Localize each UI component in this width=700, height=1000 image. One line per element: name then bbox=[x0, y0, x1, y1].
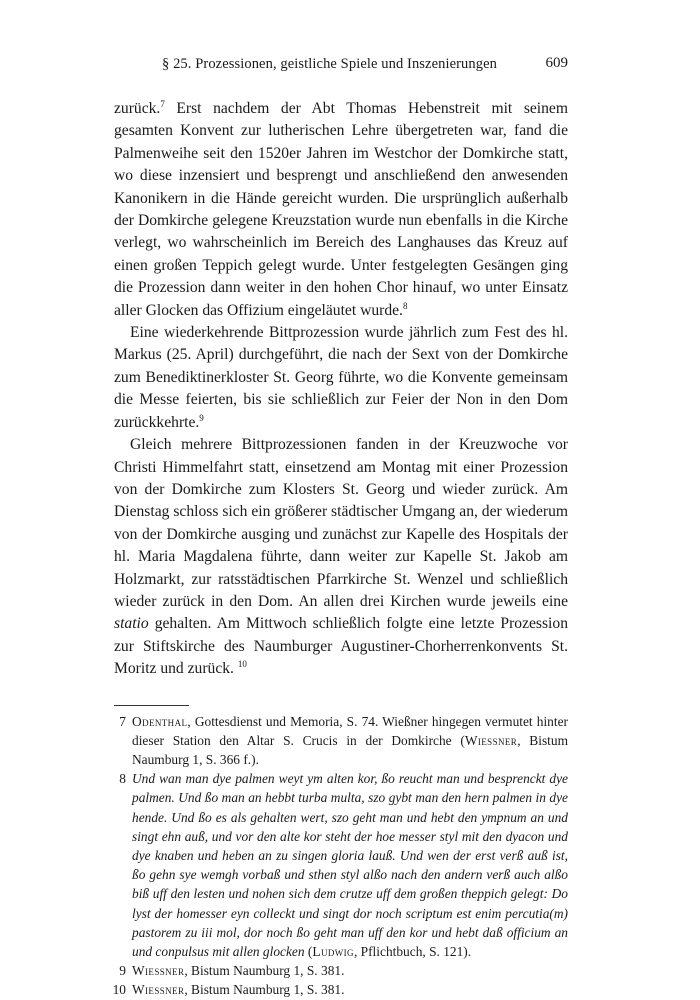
footnote-number: 8 bbox=[119, 771, 126, 787]
author-name: Wiessner bbox=[464, 732, 518, 748]
paragraph-text: zurück. bbox=[114, 100, 161, 117]
footnote-7 bbox=[114, 712, 568, 770]
main-text bbox=[114, 98, 568, 681]
footnote-ref-9[interactable]: 9 bbox=[199, 412, 204, 423]
paragraph-text: Erst nachdem der Abt Thomas Hebenstreit mit seinem gesamten Konvent zur lutherischen Lehre übergetreten war, fand die Palmenweihe seit den 1520er Jahren im Westchor der Domkirche statt, wo diese inzensiert und besprengt und anschließend den anwesenden Kanonikern in die Hände gereicht wurden. Die ursprünglich außerhalb der Domkirche gelegene Kreuzstation wurde nun ebenfalls in die Kirche verlegt, wo wahrscheinlich im Bereich des Langhauses das Kreuz auf einen großen Teppich gelegt wurde. Unter festgelegten Gesängen ging die Prozession dann weiter in den hohen Chor hinauf, wo unter Einsatz aller Glocken das Offizium eingeläutet wurde. bbox=[114, 100, 568, 319]
paragraph-text: gehalten. Am Mittwoch schließlich folgte eine letzte Prozession zur Stiftskirche des Naumburger Augustiner-Chorherrenkonvents St. Moritz und zurück. bbox=[114, 615, 568, 678]
author-name: Wiessner bbox=[132, 982, 185, 998]
footnote-number: 7 bbox=[119, 713, 126, 729]
footnote-number: 9 bbox=[119, 963, 126, 979]
footnote-separator bbox=[114, 705, 189, 706]
paragraph-text: Gleich mehrere Bittprozessionen fanden in der Kreuzwoche vor Christi Himmelfahrt statt, einsetzend am Montag mit einer Prozession von der Domkirche zum Klosters St. Georg und wieder zurück. Am Dienstag schloss sich ein größerer städtischer Umgang an, der wiederum von der Domkirche ausging und zunächst zur Kapelle des Hospitals der hl. Maria Magdalena führte, dann weiter zur Kapelle St. Jakob am Holzmarkt, zur ratsstädtischen Pfarrkirche St. Wenzel und schließlich wieder zurück in den Dom. An allen drei Kirchen wurde jeweils eine bbox=[114, 436, 568, 610]
page-number: 609 bbox=[545, 55, 568, 71]
footnote-text: , Bistum Naumburg 1, S. 381. bbox=[184, 963, 345, 979]
running-head bbox=[114, 56, 568, 80]
paragraph-3 bbox=[114, 434, 568, 680]
footnote-text: ( bbox=[304, 944, 313, 959]
quoted-source-text: Und wan man dye palmen weyt ym alten kor, ßo reucht man und besprenckt dye palmen. Und ßo man an hebbt turba multa, szo gybt man den hern palmen in dye hende. Und ßo es als gehalten wert, szo geht man und hebt den ympnum an und singt ehn auß, und vor den alte kor steht der hoe messer styl mit den dyacon und dye knaben und heben an zu singen gloria lauß. Und wen der erst verß auß ist, ßo gehn sye wemgh vorbaß und sthen styl alßo nach den andern verß auch alßo biß uff den lesten und nohen sich dem crutze uff dem großen theppich gelegt: Do lyst der homesser eyn colleckt und singt dor noch scriptum est enim percutia(m) pastorem zu iii mol, dor noch ßo geht man uff den kor und hebt daß officium an und conpulsus mit allen glocken bbox=[132, 771, 568, 959]
paragraph-text: Eine wiederkehrende Bittprozession wurde jährlich zum Fest des hl. Markus (25. April) durchgeführt, die nach der Sext von der Domkirche zum Benediktinerkloster St. Georg führte, wo die Konvente gemeinsam die Messe feierten, bis sie schließlich zur Feier der Non in den Dom zurückkehrte. bbox=[114, 324, 568, 431]
italic-term: statio bbox=[114, 615, 149, 633]
footnote-ref-10[interactable]: 10 bbox=[237, 659, 247, 670]
footnote-text: , Pflichtbuch, S. 121). bbox=[353, 944, 472, 959]
paragraph-2 bbox=[114, 322, 568, 434]
author-name: Odenthal bbox=[132, 713, 188, 729]
footnote-ref-7[interactable]: 7 bbox=[160, 99, 165, 109]
author-name: Wiessner bbox=[132, 963, 185, 979]
footnote-text: , Bistum Naumburg 1, S. 366 f.). bbox=[132, 732, 569, 767]
footnote-10 bbox=[114, 980, 568, 999]
footnote-9 bbox=[114, 961, 568, 980]
footnote-text: , Bistum Naumburg 1, S. 381. bbox=[184, 982, 345, 998]
footnote-number: 10 bbox=[112, 982, 126, 998]
footnote-ref-8[interactable]: 8 bbox=[402, 300, 408, 311]
author-name: Ludwig bbox=[312, 944, 354, 959]
footnote-text: , Gottesdienst und Memoria, S. 74. Wießner hingegen vermutet hinter dieser Station den Altar S. Crucis in der Domkirche ( bbox=[132, 713, 568, 748]
running-title: § 25. Prozessionen, geistliche Spiele und Inszenierungen bbox=[162, 56, 497, 72]
footnote-8 bbox=[114, 769, 568, 961]
paragraph-1 bbox=[114, 98, 568, 322]
footnotes bbox=[114, 712, 568, 1000]
book-page bbox=[114, 56, 568, 1000]
